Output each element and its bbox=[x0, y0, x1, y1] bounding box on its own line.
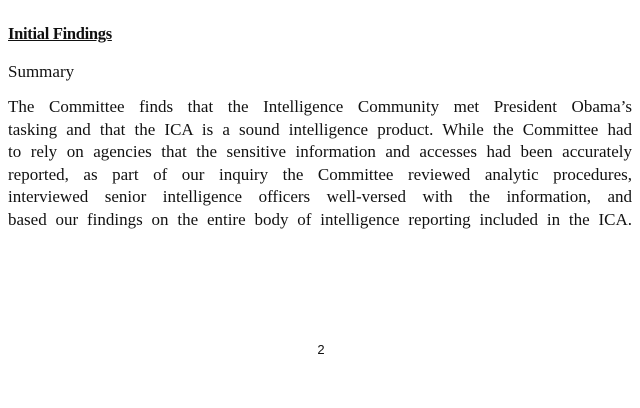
paragraph-line: to rely on agencies that the sensitive information and accesses had been accurately bbox=[8, 142, 632, 162]
paragraph-line: interviewed senior intelligence officers well-versed with the information, and bbox=[8, 187, 632, 207]
section-heading: Initial Findings bbox=[8, 24, 112, 43]
subsection-heading: Summary bbox=[8, 62, 75, 81]
paragraph-line: reported, as part of our inquiry the Committee reviewed analytic procedures, bbox=[8, 164, 632, 184]
paragraph-line: tasking and that the ICA is a sound intelligence product. While the Committee had bbox=[8, 119, 632, 139]
summary-paragraph bbox=[8, 96, 632, 232]
paragraph-line: The Committee finds that the Intelligence Community met President Obama’s bbox=[8, 97, 632, 116]
paragraph-line: based our findings on the entire body of intelligence reporting included in the ICA. bbox=[8, 209, 632, 229]
page-number: 2 bbox=[317, 342, 325, 357]
